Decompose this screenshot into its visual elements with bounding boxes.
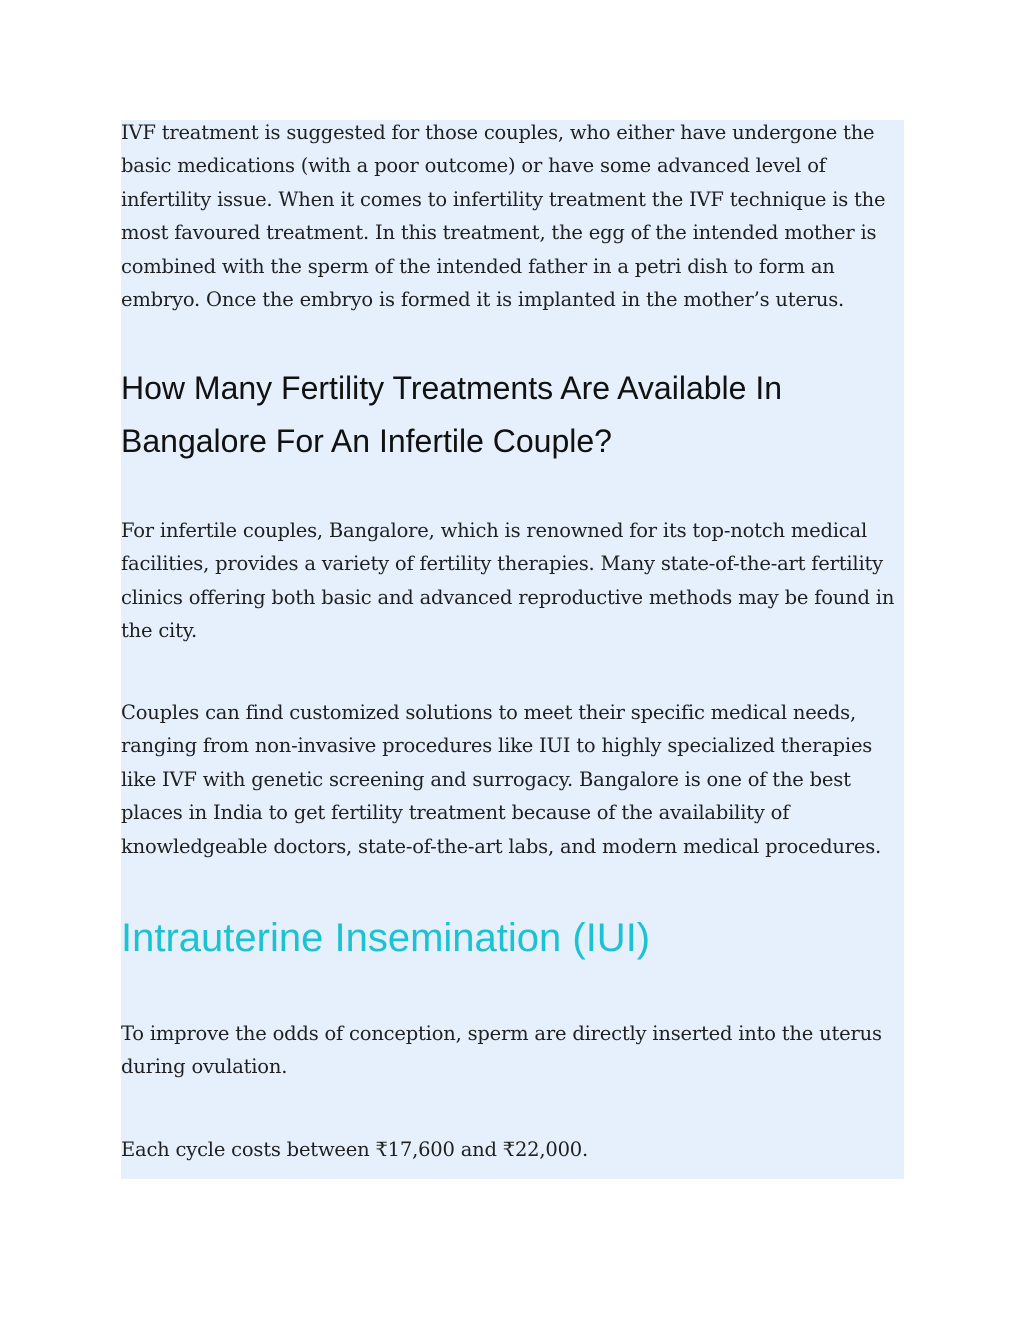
treatments-heading: How Many Fertility Treatments Are Available In Bangalore For An Infertile Couple? xyxy=(121,370,783,459)
iui-description-paragraph: To improve the odds of conception, sperm are directly inserted into the uterus during ovulation. xyxy=(121,1022,882,1079)
ivf-intro-paragraph: IVF treatment is suggested for those couples, who either have undergone the basic medications (with a poor outcome) or have some advanced level of infertility issue. When it comes to infertility treatment the IVF technique is the most favoured treatment. In this treatment, the egg of the intended mother is combined with the sperm of the intended father in a petri dish to form an embryo. Once the embryo is formed it is implanted in the mother’s uterus. xyxy=(121,121,886,312)
bangalore-paragraph: For infertile couples, Bangalore, which is renowned for its top-notch medical facilities, provides a variety of fertility therapies. Many state-of-the-art fertility clinics offering both basic and advanced reproductive methods may be found in the city. xyxy=(121,519,895,643)
solutions-paragraph: Couples can find customized solutions to meet their specific medical needs, ranging from non-invasive procedures like IUI to highly specialized therapies like IVF with genetic screening and surrogacy. Bangalore is one of the best places in India to get fertility treatment because of the availability of knowledgeable doctors, state-of-the-art labs, and modern medical procedures. xyxy=(121,701,882,858)
iui-heading: Intrauterine Insemination (IUI) xyxy=(121,916,651,960)
iui-cost-paragraph: Each cycle costs between ₹17,600 and ₹22,000. xyxy=(121,1138,589,1161)
